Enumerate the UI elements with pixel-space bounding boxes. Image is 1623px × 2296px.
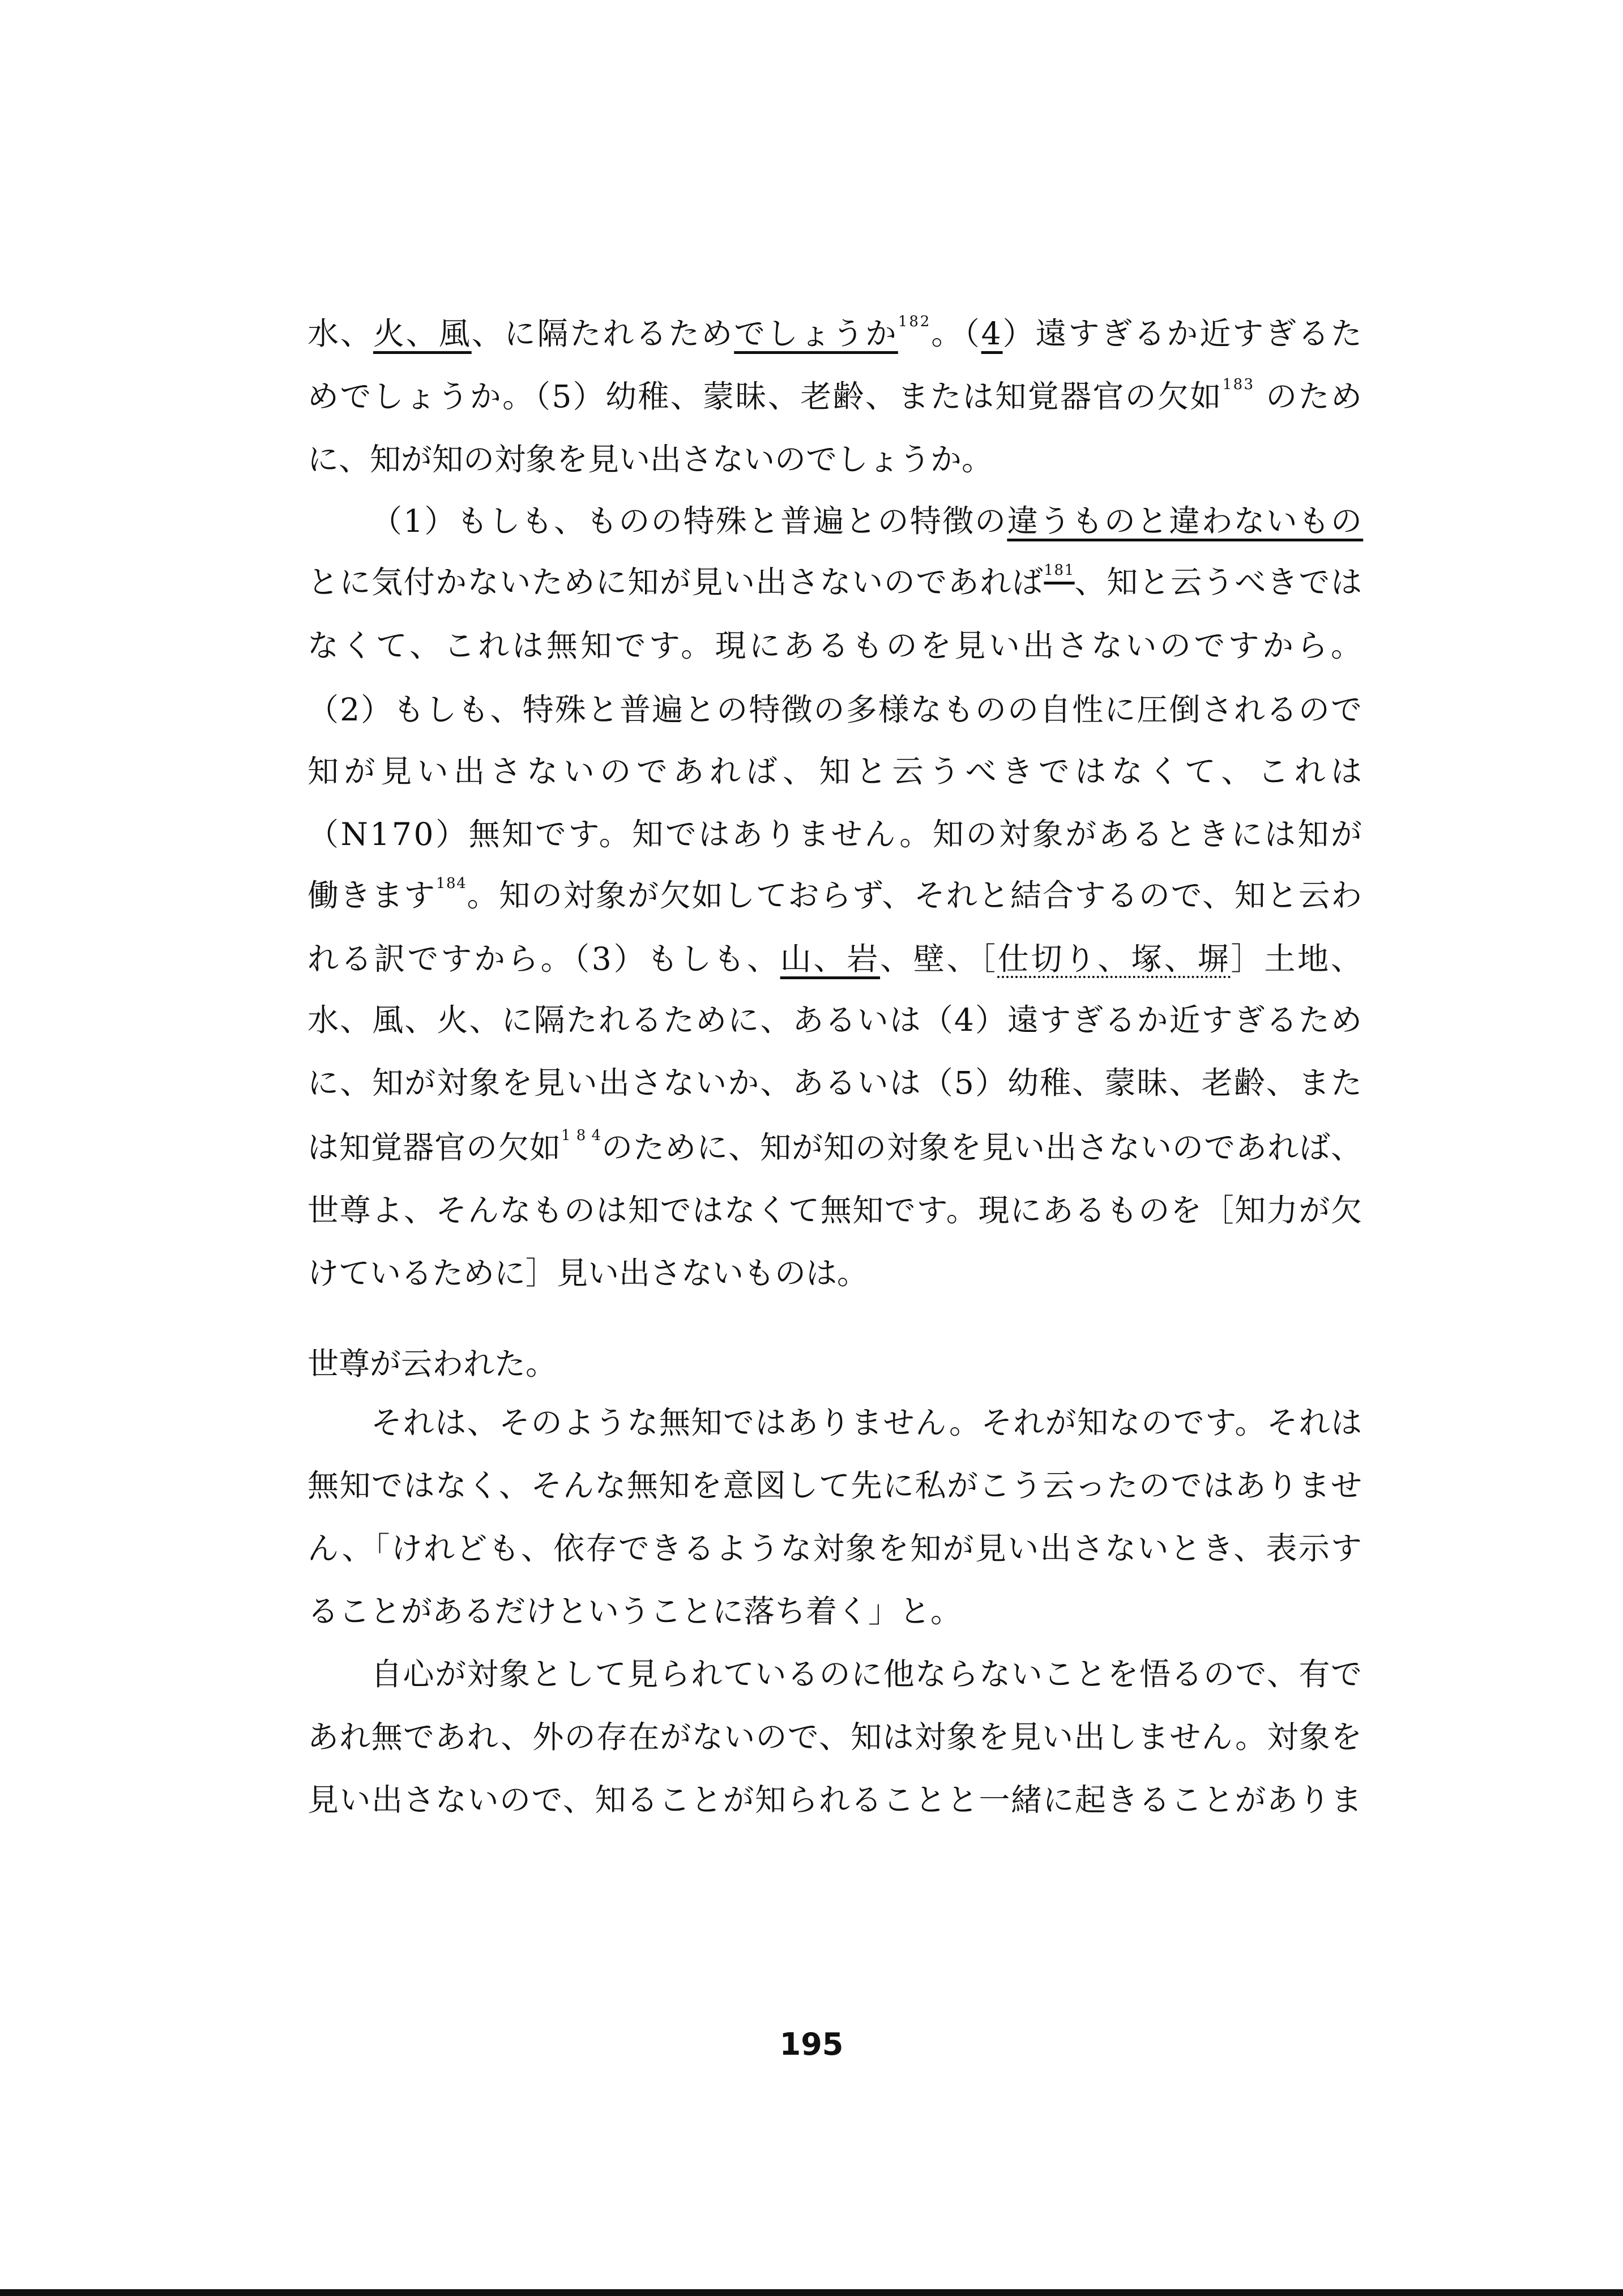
text-segment: 知 が 見 い 出 さ な い の で あ れ ば 、 知 と 云 う べ き で は な く て 、 こ れ は — [307, 753, 1360, 789]
text-line — [307, 1779, 1362, 1820]
text-line-content — [307, 562, 1363, 603]
text-line — [371, 501, 1362, 541]
text-line-content — [307, 1717, 1363, 1757]
text-line-content — [307, 1253, 868, 1294]
text-segment: 、壁、［ — [880, 940, 998, 977]
text-line-content — [307, 751, 1360, 792]
text-line — [307, 1000, 1362, 1040]
text-segment: あれ無であれ、外の存在がないので、知は対象を見い出しません。対象を — [307, 1719, 1363, 1756]
underlined-text: でしょうか — [734, 315, 898, 352]
text-line-content — [307, 814, 1364, 855]
text-line — [307, 814, 1362, 855]
underlined-text: 違うものと違わないもの — [1007, 502, 1364, 539]
text-line — [307, 1343, 1362, 1384]
text-segment: 世尊よ、そんなものは知ではなくて無知です。現にあるものを［知力が欠 — [307, 1192, 1363, 1228]
text-segment: れる訳ですから。（3）もしも、 — [307, 940, 780, 977]
underlined-text: 4 — [981, 315, 1003, 352]
text-line-content — [307, 938, 1364, 979]
text-segment: （1）もしも、ものの特殊と普遍との特徴の — [371, 502, 1007, 539]
text-segment: ）遠すぎるか近すぎるた — [1002, 315, 1364, 352]
text-segment: に、知が知の対象を見い出さないのでしょうか。 — [307, 441, 993, 478]
text-line-content — [307, 1190, 1363, 1231]
text-segment: とに気付かないために知が見い出さないのであれば — [307, 564, 1044, 601]
footnote-ref: 183 — [1222, 376, 1255, 394]
text-segment: ることがあるだけということに落ち着く」と。 — [307, 1593, 962, 1629]
text-segment: 。（ — [931, 315, 981, 352]
text-line-content — [307, 313, 1364, 354]
underlined-text: 火、風 — [373, 315, 472, 352]
text-line-content — [307, 1062, 1363, 1103]
text-line-content — [371, 1402, 1363, 1443]
page-number: 195 — [779, 2026, 844, 2062]
text-segment: 、に隔たれるため — [471, 315, 734, 352]
text-line-content — [307, 1343, 557, 1384]
text-segment: それは、そのような無知ではありません。それが知なのです。それは — [371, 1404, 1363, 1441]
text-line — [307, 313, 1362, 354]
text-line-content — [307, 376, 1363, 417]
footnote-ref: 184 — [435, 875, 467, 893]
text-line-content — [307, 625, 1365, 666]
text-line — [307, 689, 1362, 730]
text-line — [371, 1402, 1362, 1443]
text-segment: （2）もしも、特殊と普遍との特徴の多様なものの自性に圧倒されるので — [307, 692, 1364, 728]
text-line — [307, 1528, 1362, 1569]
text-line — [307, 439, 1362, 480]
text-line — [307, 1717, 1362, 1757]
text-line-content — [307, 1000, 1363, 1040]
text-line — [307, 562, 1362, 603]
text-segment: ］土地、 — [1231, 940, 1364, 977]
text-line-content — [307, 1528, 1363, 1569]
text-segment: 。知の対象が欠如しておらず、それと結合するので、知と云わ — [467, 877, 1363, 914]
text-segment: のため — [1254, 378, 1364, 415]
footnote-ref: 182 — [898, 313, 932, 331]
text-line — [307, 751, 1362, 792]
text-line-content — [307, 439, 993, 480]
text-line — [307, 625, 1365, 666]
text-line-content — [371, 501, 1363, 541]
text-segment: 世尊が云われた。 — [307, 1346, 557, 1382]
text-line-content — [307, 1465, 1363, 1506]
text-line-content — [307, 1591, 962, 1632]
text-line — [307, 1190, 1362, 1231]
text-segment: （N170）無知です。知ではありません。知の対象があるときには知が — [307, 816, 1364, 852]
underlined-text: 仕切り、塚、塀 — [997, 940, 1231, 977]
text-segment: は知覚器官の欠如 — [307, 1129, 561, 1166]
text-line — [307, 1127, 1362, 1168]
text-segment: 水、 — [307, 315, 373, 352]
scan-border — [0, 2289, 1623, 2296]
text-line-content — [307, 875, 1363, 916]
text-line — [307, 938, 1362, 979]
text-line-content — [307, 689, 1363, 730]
text-line-content — [307, 1127, 1363, 1168]
text-segment: けているために］見い出さないものは。 — [307, 1255, 869, 1292]
underlined-text: 山、岩 — [780, 940, 881, 977]
text-line — [307, 875, 1362, 916]
text-segment: 無知ではなく、そんな無知を意図して先に私がこう云ったのではありませ — [307, 1467, 1363, 1504]
text-segment: 自心が対象として見られているのに他ならないことを悟るので、有で — [371, 1656, 1363, 1693]
text-line — [371, 1654, 1362, 1695]
text-segment: ん、「けれども、依存できるような対象を知が見い出さないとき、表示す — [307, 1530, 1364, 1567]
text-segment: 、知と云うべきでは — [1074, 564, 1363, 601]
text-segment: 働きます — [307, 877, 436, 914]
text-segment: 水、風、火、に隔たれるために、あるいは（4）遠すぎるか近すぎるため — [307, 1002, 1364, 1039]
text-segment: のために、知が知の対象を見い出さないのであれば、 — [601, 1129, 1363, 1166]
text-line — [307, 376, 1362, 417]
text-line-content — [371, 1654, 1363, 1695]
text-segment: に、知が対象を見い出さないか、あるいは（5）幼稚、蒙昧、老齢、また — [307, 1065, 1364, 1102]
text-segment: なくて、これは無知です。現にあるものを見い出さないのですから。 — [307, 627, 1365, 664]
text-line-content — [307, 1779, 1363, 1820]
text-segment: 見い出さないので、知ることが知られることと一緒に起きることがありま — [307, 1782, 1363, 1819]
text-line — [307, 1465, 1362, 1506]
text-line — [307, 1591, 1362, 1632]
footnote-ref: 181 — [1044, 562, 1075, 579]
text-line — [307, 1253, 1362, 1294]
text-line — [307, 1062, 1362, 1103]
footnote-ref: 1 8 4 — [561, 1126, 602, 1144]
text-segment: めでしょうか。（5）幼稚、蒙昧、老齢、または知覚器官の欠如 — [307, 378, 1223, 415]
